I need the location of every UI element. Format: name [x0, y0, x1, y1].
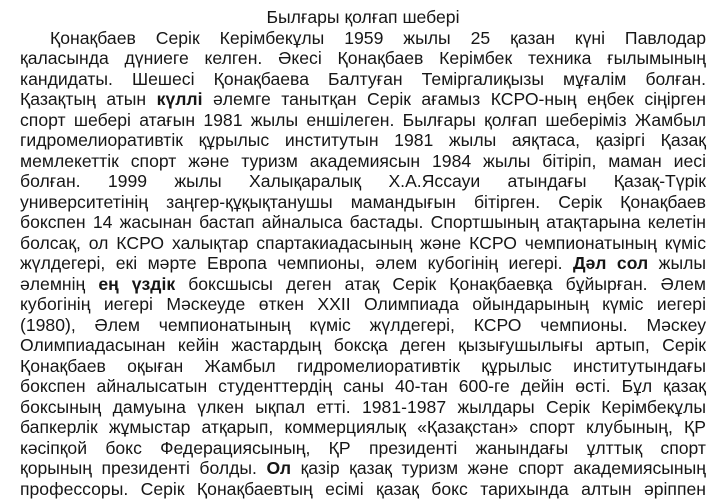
text-line: Қонақбаев Серік Керімбекұлы 1959 жылы 25 қазан күні Павлодар — [20, 28, 706, 49]
text-line: университетінің заңгер-құқықтанушы мамандығын бітірген. Серік Қонақбаев — [20, 192, 706, 213]
text-line: кубогінің иегері Мәскеуде өткен XXII Олимпиада ойындарының күміс иегері — [20, 294, 706, 315]
text-line: боксының дамуына үлкен ықпал етті. 1981-1987 жылдары Серік Керімбекұлы — [20, 397, 706, 418]
text-line: бапкерлік жұмыстар атқарып, коммерциялық «Қазақстан» спорт клубының, ҚР — [20, 417, 706, 438]
text-line: әлемнің ең үздік боксшысы деген атақ Серік Қонақбаевқа бұйырған. Әлем — [20, 274, 706, 295]
document-body — [20, 28, 706, 499]
bold-text: Дәл сол — [573, 253, 648, 273]
text-line: бокспен 14 жасынан бастап айналыса бастады. Спортшының атақтарына келетін — [20, 212, 706, 233]
text-line: болған. 1999 жылы Халықаралық Х.А.Яссауи атындағы Қазақ-Түрік — [20, 171, 706, 192]
bold-text: күллі — [157, 89, 203, 109]
text-line: профессоры. Серік Қонақбаевтың есімі қазақ бокс тарихында алтын әріппен — [20, 479, 706, 499]
document — [20, 7, 706, 499]
document-title: Былғары қолғап шебері — [20, 7, 706, 28]
text-line: бокспен айналысатын студенттердің саны 40-тан 600-ге дейін өсті. Бұл қазақ — [20, 376, 706, 397]
text-line: Қазақтың атын күллі әлемге танытқан Серік ағамыз КСРО-ның еңбек сіңірген — [20, 89, 706, 110]
text-line: болсақ, ол КСРО халықтар спартакиадасының және КСРО чемпионатының күміс — [20, 233, 706, 254]
text-line: гидромелиоративтік құрылыс институтын 1981 жылы аяқтаса, қазіргі Қазақ — [20, 130, 706, 151]
text-line: мемлекеттік спорт және туризм академиясын 1984 жылы бітіріп, маман иесі — [20, 151, 706, 172]
text-line: (1980), Әлем чемпионатының күміс жүлдегері, КСРО чемпионы. Мәскеу — [20, 315, 706, 336]
bold-text: ең үздік — [98, 274, 175, 294]
text-line: Қонақбаев оқыған Жамбыл гидромелиоративтік құрылыс институтындағы — [20, 356, 706, 377]
text-line: кандидаты. Шешесі Қонақбаева Балтуған Теміргалиқызы мұғалім болған. — [20, 69, 706, 90]
bold-text: Ол — [266, 458, 291, 478]
text-line: Олимпиадасынан кейін жастардың боксқа деген қызығушылығы артып, Серік — [20, 335, 706, 356]
text-line: кәсіпқой бокс Федерациясының, ҚР президенті жанындағы ұлттық спорт — [20, 438, 706, 459]
text-line: жүлдегері, екі мәрте Европа чемпионы, әлем кубогінің иегері. Дәл сол жылы — [20, 253, 706, 274]
text-line: спорт шебері атағын 1981 жылы еншілеген. Былғары қолғап шеберіміз Жамбыл — [20, 110, 706, 131]
text-line: қорының президенті болды. Ол қазір қазақ туризм және спорт академиясының — [20, 458, 706, 479]
text-line: қаласында дүниеге келген. Әкесі Қонақбаев Керімбек техника ғылымының — [20, 48, 706, 69]
